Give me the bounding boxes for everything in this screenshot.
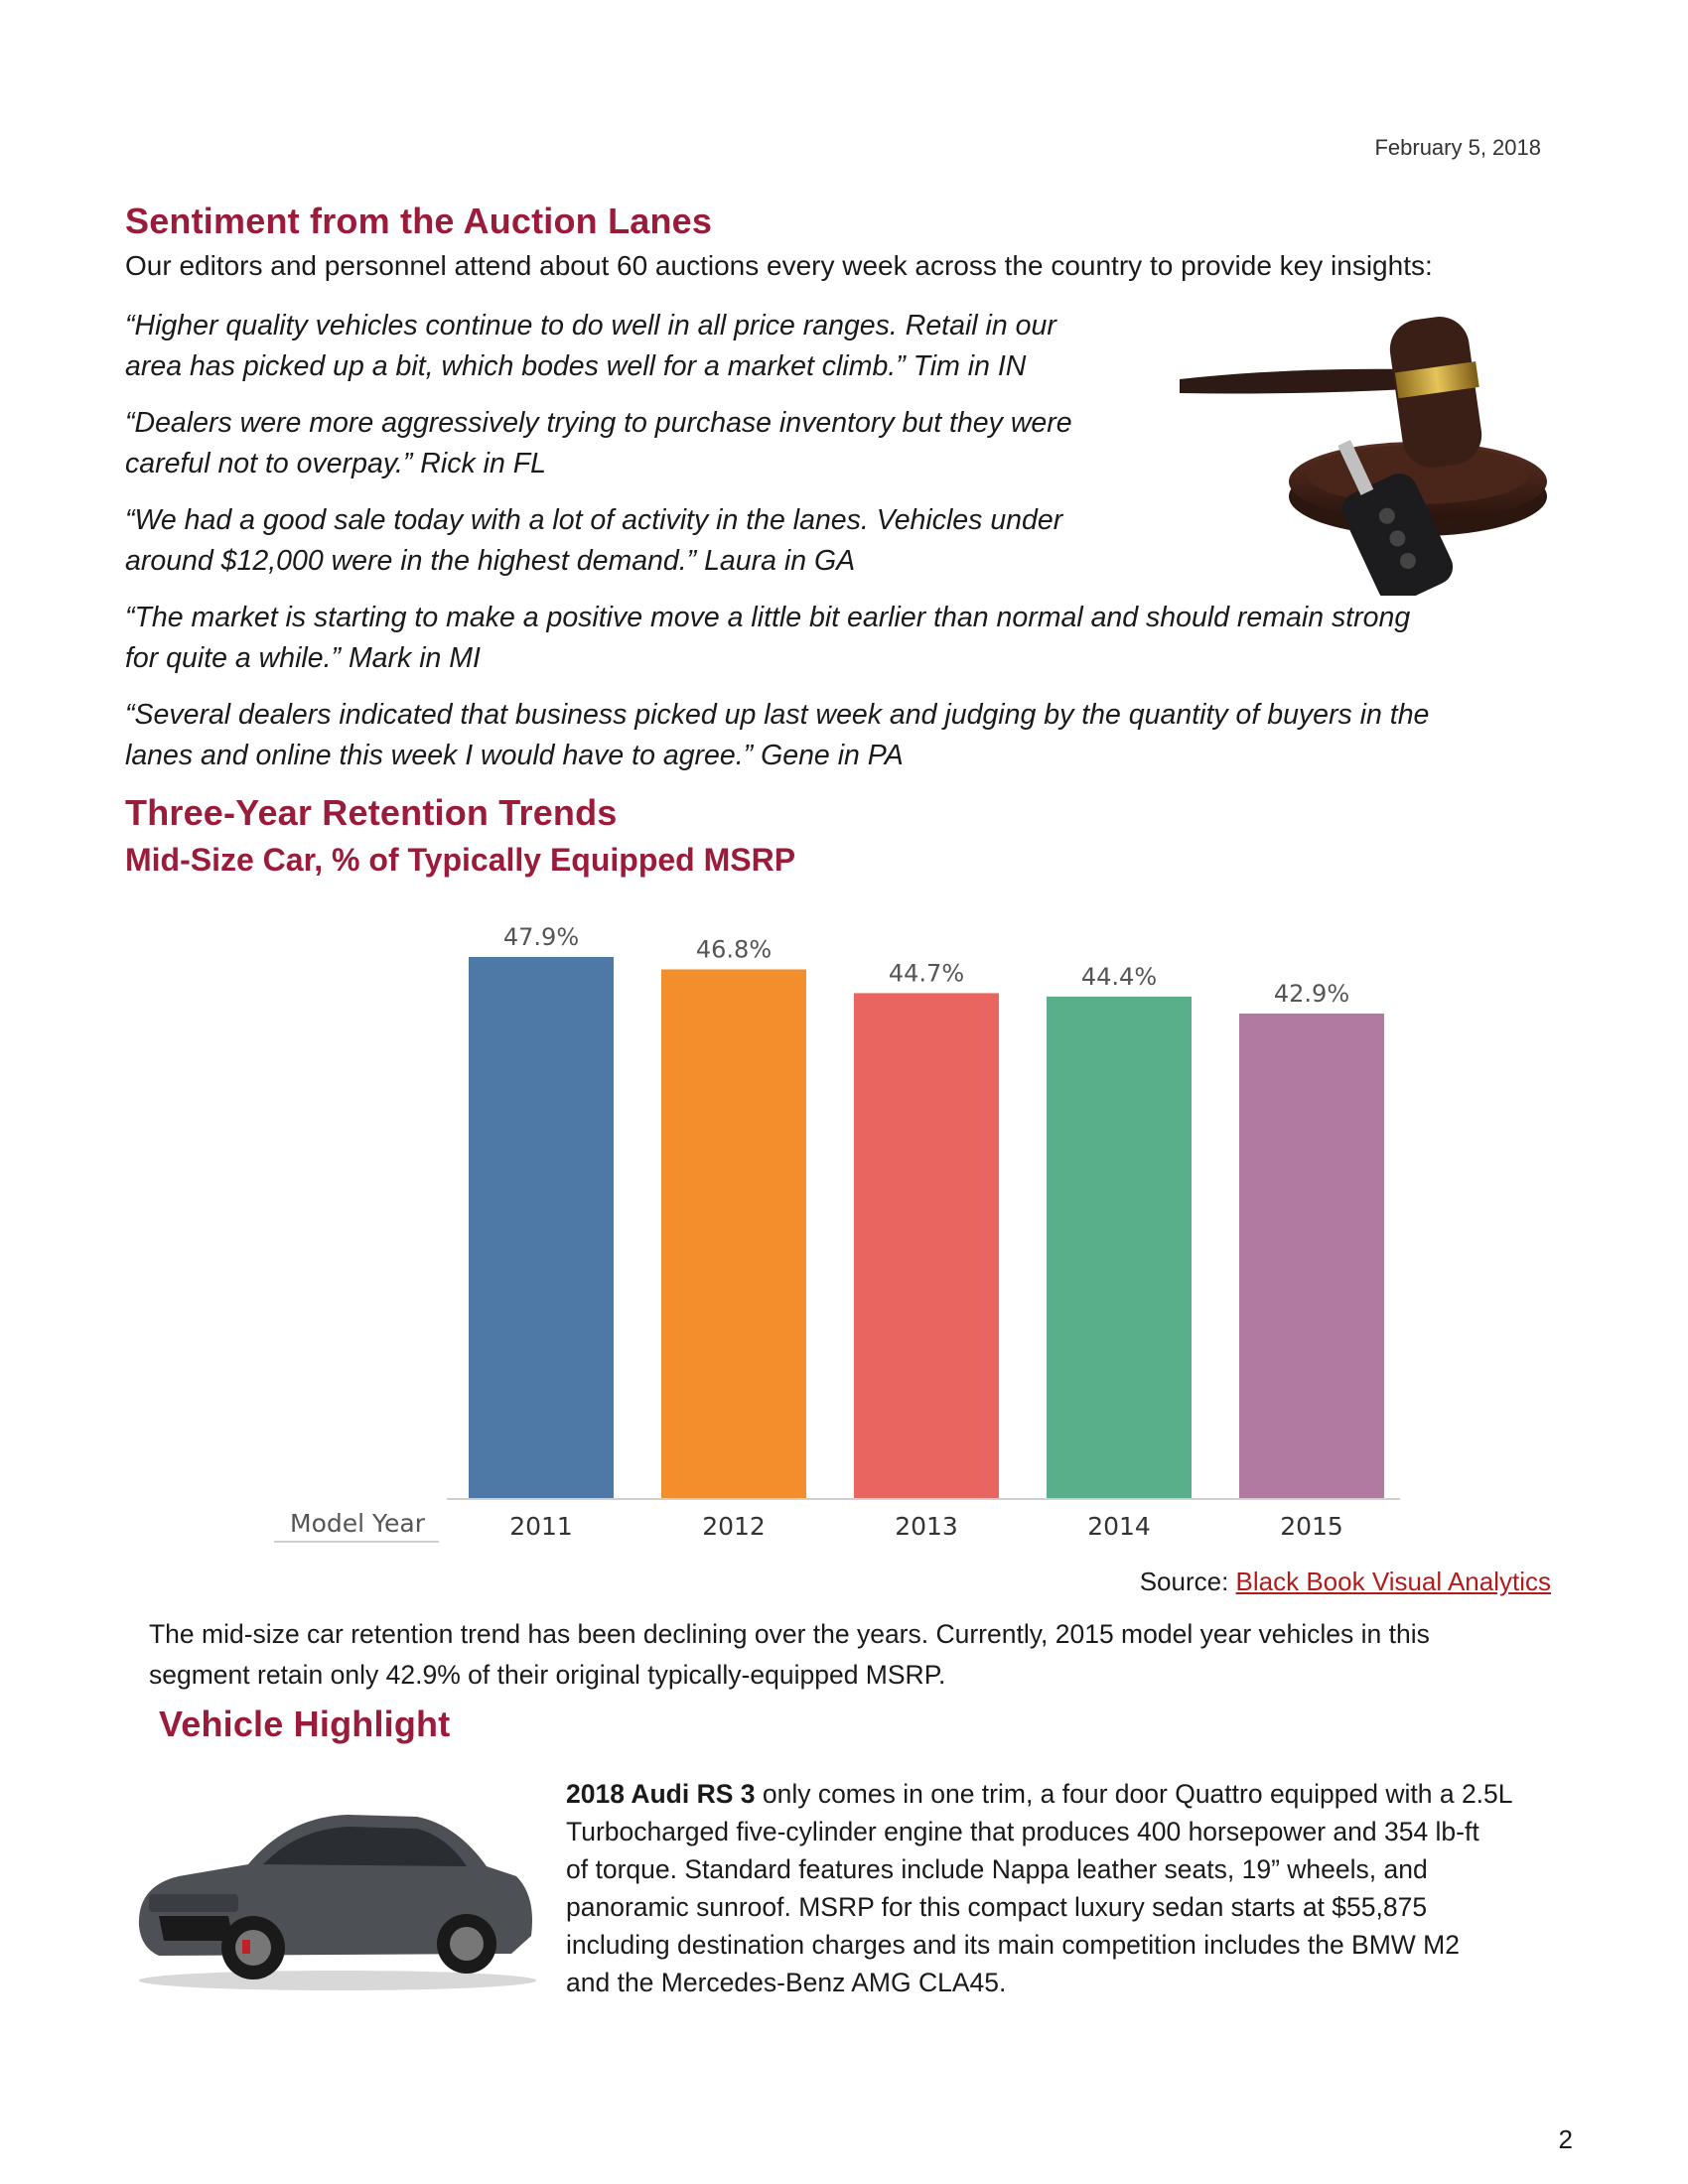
page-date: February 5, 2018 <box>1374 135 1541 160</box>
quote-line: “The market is starting to make a positive move a little bit earlier than normal and should remain strong <box>125 602 1411 633</box>
bar-2013 <box>854 993 999 1499</box>
retention-analysis <box>149 1614 1430 1696</box>
sentiment-intro: Our editors and personnel attend about 60 auctions every week across the country to provide key insights: <box>125 250 1433 281</box>
quote-line: lanes and online this week I would have to agree.” Gene in PA <box>125 740 904 771</box>
audi-rs3-image <box>119 1777 546 1995</box>
source-line <box>1140 1567 1551 1597</box>
quote-1 <box>125 306 1056 387</box>
retention-heading: Three-Year Retention Trends <box>125 792 618 833</box>
quote-3 <box>125 500 1062 582</box>
value-label-2013: 44.7% <box>888 959 965 988</box>
page-number: 2 <box>1558 2124 1573 2154</box>
highlight-line: of torque. Standard features include Nappa leather seats, 19” wheels, and <box>566 1854 1428 1884</box>
x-axis-label: Model Year <box>290 1509 425 1538</box>
quote-line: for quite a while.” Mark in MI <box>125 642 481 674</box>
source-label: Source: <box>1139 1567 1229 1596</box>
source-link[interactable]: Black Book Visual Analytics <box>1235 1567 1551 1596</box>
quote-line: careful not to overpay.” Rick in FL <box>125 448 546 479</box>
quote-4 <box>125 598 1410 679</box>
value-label-2014: 44.4% <box>1080 962 1158 991</box>
value-label-2015: 42.9% <box>1273 979 1350 1008</box>
highlight-line-text: only comes in one trim, a four door Quattro equipped with a 2.5L <box>755 1779 1513 1809</box>
analysis-line: The mid-size car retention trend has been declining over the years. Currently, 2015 model year vehicles in this <box>149 1619 1430 1649</box>
chart-bars <box>469 923 1384 1541</box>
highlight-line: Turbocharged five-cylinder engine that produces 400 horsepower and 354 lb-ft <box>566 1817 1479 1846</box>
highlight-line: and the Mercedes-Benz AMG CLA45. <box>566 1968 1007 1997</box>
value-label-2012: 46.8% <box>695 935 773 964</box>
retention-bar-chart <box>268 913 1420 1569</box>
value-label-2011: 47.9% <box>502 922 580 951</box>
highlight-line: panoramic sunroof. MSRP for this compact luxury sedan starts at $55,875 <box>566 1892 1428 1922</box>
retention-subtitle: Mid-Size Car, % of Typically Equipped MSRP <box>125 842 796 878</box>
tick-label-2014: 2014 <box>1087 1512 1151 1541</box>
quote-line: “We had a good sale today with a lot of activity in the lanes. Vehicles under <box>125 504 1063 536</box>
bar-2014 <box>1047 997 1192 1499</box>
tick-label-2015: 2015 <box>1280 1512 1343 1541</box>
sentiment-heading: Sentiment from the Auction Lanes <box>125 201 713 241</box>
tick-label-2013: 2013 <box>895 1512 958 1541</box>
highlight-heading: Vehicle Highlight <box>159 1704 451 1744</box>
quote-5 <box>125 695 1429 776</box>
analysis-line: segment retain only 42.9% of their original typically-equipped MSRP. <box>149 1660 946 1690</box>
quote-2 <box>125 403 1072 484</box>
quote-line: “Dealers were more aggressively trying to purchase inventory but they were <box>125 407 1072 439</box>
tick-label-2011: 2011 <box>509 1512 573 1541</box>
highlight-line <box>566 1775 1513 1813</box>
highlight-line: including destination charges and its main competition includes the BMW M2 <box>566 1930 1460 1960</box>
quote-line: “Higher quality vehicles continue to do well in all price ranges. Retail in our <box>125 310 1056 341</box>
bar-2012 <box>661 969 806 1499</box>
bar-2015 <box>1239 1014 1384 1499</box>
tick-label-2012: 2012 <box>702 1512 766 1541</box>
quote-line: area has picked up a bit, which bodes well for a market climb.” Tim in IN <box>125 350 1027 382</box>
highlight-model: 2018 Audi RS 3 <box>566 1779 756 1809</box>
quote-line: around $12,000 were in the highest demand.” Laura in GA <box>125 545 856 577</box>
bar-2011 <box>469 957 614 1499</box>
quote-line: “Several dealers indicated that business picked up last week and judging by the quantity of buyers in the <box>125 699 1430 731</box>
highlight-description <box>566 1775 1513 2001</box>
gavel-keys-image <box>1170 308 1577 596</box>
